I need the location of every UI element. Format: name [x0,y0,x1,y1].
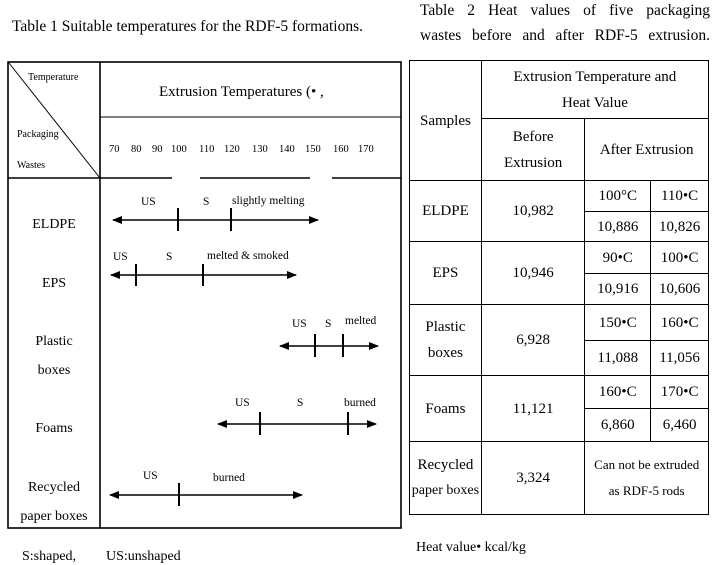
eps-label-s: S [166,251,173,263]
samples-header: Samples [410,61,482,181]
after-value: 10,606 [651,274,709,305]
plastic-label-melted: melted [345,315,377,327]
before-eldpe: 10,982 [481,181,585,242]
after-temp: 90•C [585,242,651,274]
table-row [410,442,709,515]
sample-recycled [410,442,482,515]
row-name-recycled-line1: Recycled [27,480,81,495]
before-eps: 10,946 [481,242,585,305]
eps-range [111,250,296,286]
foams-label-s: S [297,397,304,409]
sample-eldpe: ELDPE [410,181,482,242]
before-foams: 11,121 [481,376,585,442]
sample-recycled-line2: paper boxes [411,483,480,498]
legend-shaped: S:shaped, [22,549,77,564]
eps-label-smoked: melted & smoked [207,250,289,262]
recycled-note-line2: as RDF-5 rods [608,483,685,498]
table2-footnote: Heat value• kcal/kg [416,540,526,555]
plastic-label-s: S [325,318,332,330]
plastic-label-us: US [292,318,307,330]
sample-foams: Foams [410,376,482,442]
scale-tick-160: 160 [333,144,349,155]
scale-tick-130: 130 [252,144,268,155]
sample-eps: EPS [410,242,482,305]
scale-tick-80: 80 [131,144,142,155]
legend-unshaped: US:unshaped [106,549,181,564]
after-temp: 110•C [651,181,709,212]
sample-plastic-boxes [410,305,482,376]
table1-frame [8,62,401,528]
group-header-line1: Extrusion Temperature and [513,68,677,85]
after-value: 6,860 [585,409,651,442]
after-value: 11,088 [585,341,651,376]
sample-plastic-line1: Plastic [425,319,466,335]
after-temp: 150•C [585,305,651,341]
after-value: 10,826 [651,212,709,242]
row-name-plastic-line1: Plastic [35,334,73,349]
scale-tick-140: 140 [279,144,295,155]
after-temp: 100•C [651,242,709,274]
recycled-note [585,442,709,515]
corner-wastes-label: Wastes [17,160,46,171]
row-name-recycled-line2: paper boxes [20,509,88,524]
scale-tick-100: 100 [171,144,187,155]
corner-temperature-label: Temperature [28,72,79,83]
table2 [409,60,709,515]
eldpe-label-s: S [203,196,210,208]
corner-packaging-label: Packaging [17,129,59,140]
table-row [410,242,709,274]
sample-recycled-line1: Recycled [417,457,474,473]
table-row [410,181,709,212]
group-header-line2: Heat Value [561,94,628,111]
recycled-note-line1: Can not be extruded [594,457,700,472]
before-plastic-boxes: 6,928 [481,305,585,376]
eldpe-label-melting: slightly melting [232,195,305,207]
eldpe-range [113,195,318,231]
after-temp: 160•C [651,305,709,341]
table2-caption-line2: wastes before and after RDF-5 extrusion. [420,27,710,44]
recycled-range [110,470,302,506]
foams-range [218,397,376,435]
scale-tick-120: 120 [224,144,240,155]
row-name-eps: EPS [41,276,67,291]
scale-tick-70: 70 [109,144,120,155]
temperature-scale [109,144,374,155]
scale-tick-150: 150 [305,144,321,155]
scale-tick-90: 90 [152,144,163,155]
recycled-label-us: US [143,470,158,482]
foams-label-us: US [235,397,250,409]
row-name-foams: Foams [35,421,73,436]
after-value: 11,056 [651,341,709,376]
after-value: 10,916 [585,274,651,305]
recycled-label-burned: burned [213,472,245,484]
sample-plastic-line2: boxes [427,345,463,361]
before-header-line1: Before [512,128,554,145]
table1-caption: Table 1 Suitable temperatures for the RDF-5 formations. [12,18,364,35]
after-temp: 170•C [651,376,709,409]
before-header-line2: Extrusion [503,154,563,171]
after-extrusion-header: After Extrusion [585,119,709,181]
plastic-boxes-range [280,315,378,357]
scale-tick-110: 110 [199,144,215,155]
row-name-plastic-line2: boxes [37,363,71,378]
after-value: 10,886 [585,212,651,242]
foams-label-burned: burned [344,397,376,409]
before-recycled: 3,324 [481,442,585,515]
group-header [481,61,708,119]
row-name-eldpe: ELDPE [32,217,76,232]
table-row [410,376,709,409]
extrusion-temperatures-header: Extrusion Temperatures (• , [159,84,324,100]
scale-tick-170: 170 [358,144,374,155]
eps-label-us: US [113,251,128,263]
table2-caption-line1: Table 2 Heat values of five packaging [420,2,710,19]
after-value: 6,460 [651,409,709,442]
table-row [410,305,709,341]
before-extrusion-header [481,119,585,181]
eldpe-label-us: US [141,196,156,208]
after-temp: 160•C [585,376,651,409]
after-temp: 100°C [585,181,651,212]
